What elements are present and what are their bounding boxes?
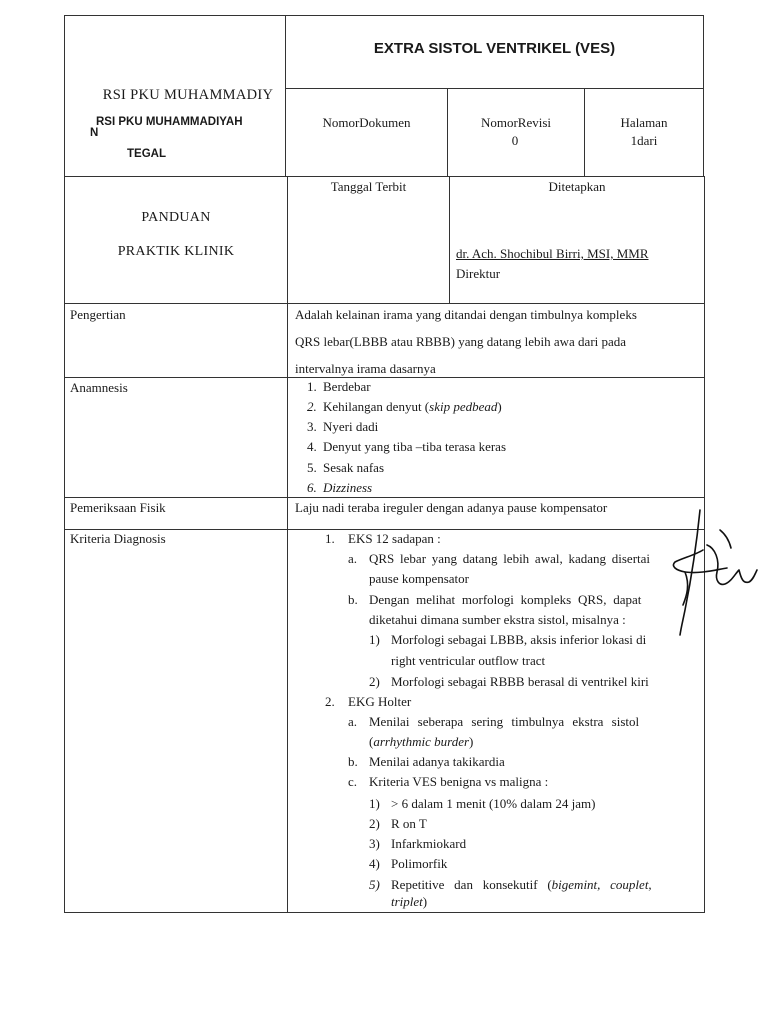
anamnesis-label: Anamnesis bbox=[70, 380, 128, 395]
anamnesis-item-italic: skip pedbead bbox=[429, 399, 498, 414]
r5-italic: bigemint, couplet, bbox=[551, 877, 652, 892]
anamnesis-item: Berdebar bbox=[323, 379, 371, 394]
kriteria-num-1: 1. bbox=[325, 531, 335, 546]
kriteria-a1-line2: pause kompensator bbox=[369, 571, 470, 586]
kriteria-sub-b2: b. bbox=[348, 754, 358, 769]
kriteria-c2-item: Polimorfik bbox=[391, 856, 448, 871]
logo-line1: RSI PKU MUHAMMADIYAH bbox=[96, 116, 243, 128]
kriteria-a1-line1: QRS lebar yang datang lebih awal, kadang disertai bbox=[369, 551, 651, 566]
revision-value: 0 bbox=[511, 133, 519, 148]
kriteria-sub-b1: b. bbox=[348, 592, 358, 607]
anamnesis-item: Nyeri dadi bbox=[323, 419, 379, 434]
kriteria-c2-num: 3) bbox=[369, 836, 380, 851]
r5-text: Repetitive dan konsekutif ( bbox=[391, 877, 552, 892]
kriteria-r5: 5) bbox=[369, 877, 380, 892]
logo-line2: TEGAL bbox=[127, 148, 166, 160]
pengertian-label: Pengertian bbox=[70, 307, 126, 322]
kriteria-r2-line1: Morfologi sebagai RBBB berasal di ventrikel kiri bbox=[391, 674, 649, 689]
hospital-name: RSI PKU MUHAMMADIY bbox=[102, 87, 274, 103]
approval-cell bbox=[449, 176, 705, 304]
doc-type-cell bbox=[64, 176, 288, 304]
pengertian-line1: Adalah kelainan irama yang ditandai dengan timbulnya kompleks bbox=[295, 307, 637, 322]
doc-type-line1: PANDUAN bbox=[141, 210, 211, 225]
anamnesis-item-text: Kehilangan denyut ( bbox=[323, 399, 430, 414]
anamnesis-num: 1. bbox=[307, 379, 317, 394]
anamnesis-num: 6. bbox=[307, 480, 317, 495]
r5-line2-italic: triplet bbox=[391, 894, 423, 909]
a2-close: ) bbox=[469, 734, 474, 749]
anamnesis-num: 4. bbox=[307, 439, 317, 454]
revision-label: NomorRevisi bbox=[480, 115, 552, 130]
r5-line2-close: ) bbox=[422, 894, 428, 909]
kriteria-item-2: EKG Holter bbox=[348, 694, 412, 709]
kriteria-b1-line1: Dengan melihat morfologi kompleks QRS, dapat bbox=[369, 592, 642, 607]
kriteria-b1-line2: diketahui dimana sumber ekstra sistol, misalnya : bbox=[369, 612, 626, 627]
anamnesis-num: 2. bbox=[307, 399, 317, 414]
kriteria-c2-num: 1) bbox=[369, 796, 380, 811]
kriteria-a2-line2 bbox=[369, 734, 473, 750]
anamnesis-item-close: ) bbox=[497, 399, 502, 414]
document-title: EXTRA SISTOL VENTRIKEL (VES) bbox=[373, 40, 616, 57]
kriteria-r2: 2) bbox=[369, 674, 380, 689]
anamnesis-item: Denyut yang tiba –tiba terasa keras bbox=[323, 439, 507, 454]
kriteria-c2-num: 4) bbox=[369, 856, 380, 871]
kriteria-a2-line1: Menilai seberapa sering timbulnya ekstra sistol bbox=[369, 714, 640, 729]
pemeriksaan-text: Laju nadi teraba ireguler dengan adanya pause kompensator bbox=[295, 500, 608, 515]
row-kriteria-label-cell bbox=[64, 529, 288, 913]
kriteria-r1-line2: right ventricular outflow tract bbox=[391, 653, 546, 668]
signatory-title: Direktur bbox=[456, 266, 501, 281]
page-value: 1dari bbox=[630, 133, 658, 148]
doc-number-label: NomorDokumen bbox=[322, 115, 411, 130]
anamnesis-item bbox=[323, 399, 502, 415]
anamnesis-num: 5. bbox=[307, 460, 317, 475]
handwritten-signature bbox=[645, 500, 765, 640]
logo-line1-wrap: N bbox=[90, 127, 99, 139]
kriteria-c2-item: > 6 dalam 1 menit (10% dalam 24 jam) bbox=[391, 796, 596, 811]
signatory-name: dr. Ach. Shochibul Birri, MSI, MMR bbox=[456, 246, 649, 261]
anamnesis-item: Dizziness bbox=[323, 480, 373, 495]
kriteria-c2-item: Infarkmiokard bbox=[391, 836, 467, 851]
kriteria-sub-c2: c. bbox=[348, 774, 358, 789]
kriteria-r5-line1 bbox=[391, 877, 652, 893]
page-label: Halaman bbox=[620, 115, 668, 130]
anamnesis-num: 3. bbox=[307, 419, 317, 434]
doc-type-line2: PRAKTIK KLINIK bbox=[117, 244, 235, 259]
kriteria-r1-line1: Morfologi sebagai LBBB, aksis inferior lokasi di bbox=[391, 632, 647, 647]
kriteria-r5-line2 bbox=[391, 894, 427, 910]
kriteria-item-1: EKS 12 sadapan : bbox=[348, 531, 441, 546]
kriteria-c2-num: 2) bbox=[369, 816, 380, 831]
kriteria-num-2: 2. bbox=[325, 694, 335, 709]
pengertian-line3: intervalnya irama dasarnya bbox=[295, 361, 436, 376]
a2-open: ( bbox=[369, 734, 374, 749]
pemeriksaan-label: Pemeriksaan Fisik bbox=[70, 500, 166, 515]
kriteria-sub-a2: a. bbox=[348, 714, 358, 729]
kriteria-b2-line1: Menilai adanya takikardia bbox=[369, 754, 505, 769]
kriteria-c2-line1: Kriteria VES benigna vs maligna : bbox=[369, 774, 549, 789]
issue-date-cell bbox=[287, 176, 450, 304]
anamnesis-item: Sesak nafas bbox=[323, 460, 385, 475]
kriteria-c2-item: R on T bbox=[391, 816, 427, 831]
kriteria-label: Kriteria Diagnosis bbox=[70, 531, 166, 546]
kriteria-r1: 1) bbox=[369, 632, 380, 647]
pengertian-line2: QRS lebar(LBBB atau RBBB) yang datang lebih awa dari pada bbox=[295, 334, 627, 349]
a2-italic: arrhythmic burder bbox=[373, 734, 470, 749]
issue-date-label: Tanggal Terbit bbox=[330, 179, 407, 194]
approved-label: Ditetapkan bbox=[548, 179, 606, 194]
kriteria-sub-a1: a. bbox=[348, 551, 358, 566]
